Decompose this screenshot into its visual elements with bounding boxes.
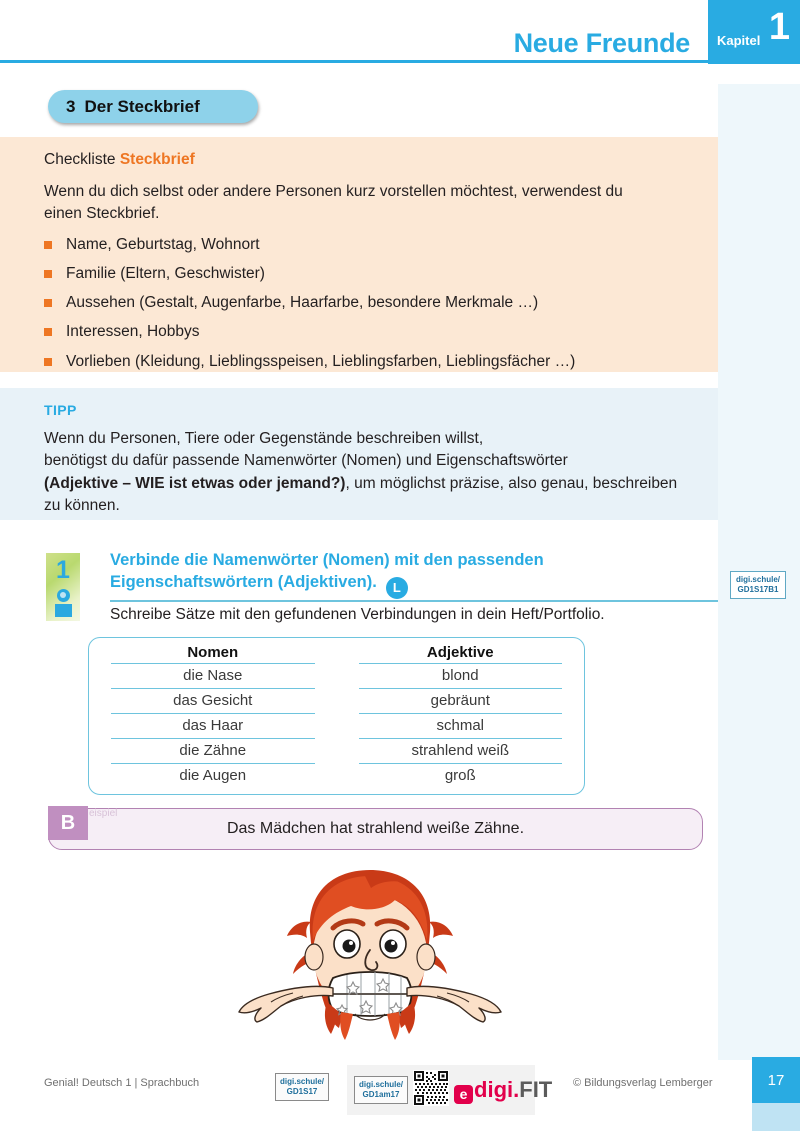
tipp-line-3-rest: , um möglichst präzise, also genau, beschreiben bbox=[345, 474, 678, 492]
list-item bbox=[44, 264, 678, 293]
tipp-line-3-bold: (Adjektive – WIE ist etwas oder jemand?) bbox=[44, 474, 346, 492]
footer-digi-schule-code[interactable] bbox=[275, 1073, 329, 1101]
example-box bbox=[48, 808, 703, 850]
section-heading-pill bbox=[48, 90, 258, 123]
table-row[interactable]: schmal bbox=[359, 713, 563, 738]
list-item bbox=[44, 293, 678, 322]
page-number-tail bbox=[752, 1103, 800, 1131]
chapter-number: 1 bbox=[768, 6, 790, 48]
list-item bbox=[44, 352, 678, 381]
chapter-block bbox=[708, 0, 800, 64]
example-sentence: Das Mädchen hat strahlend weiße Zähne. bbox=[226, 820, 525, 837]
header-divider bbox=[0, 60, 718, 63]
digifit-code bbox=[354, 1076, 408, 1104]
square-bullet-icon bbox=[44, 270, 52, 278]
footer-copyright: © Bildungsverlag Lemberger bbox=[573, 1077, 713, 1089]
checklist-label: Checkliste bbox=[44, 151, 116, 168]
list-item bbox=[44, 235, 678, 264]
section-number: 3 bbox=[66, 96, 76, 116]
table-row[interactable]: die Nase bbox=[111, 663, 315, 688]
column-header: Nomen bbox=[187, 644, 239, 661]
footer-code-line-2: GD1S17 bbox=[286, 1087, 318, 1096]
chapter-label: Kapitel bbox=[717, 33, 761, 48]
exercise-heading-line-1: Verbinde die Namenwörter (Nomen) mit den passenden bbox=[110, 551, 544, 569]
person-head-highlight-icon bbox=[60, 592, 66, 598]
footer-code-line-1: digi.schule/ bbox=[280, 1077, 325, 1086]
digifit-logo-fit: FIT bbox=[519, 1077, 553, 1102]
table-row[interactable]: die Augen bbox=[111, 763, 315, 788]
exercise-heading bbox=[110, 550, 710, 599]
person-body-icon bbox=[55, 604, 72, 617]
example-badge-letter: B bbox=[60, 812, 76, 834]
exercise-number-badge bbox=[46, 553, 80, 621]
tipp-line-2: benötigst du dafür passende Namenwörter (Nomen) und Eigenschaftswörter bbox=[44, 452, 568, 470]
digifit-logo bbox=[454, 1077, 552, 1103]
table-row[interactable]: blond bbox=[359, 663, 563, 688]
sidebar-code-line-2: GD1S17B1 bbox=[737, 585, 779, 594]
digifit-logo-dot: . bbox=[513, 1077, 520, 1102]
checklist-title bbox=[44, 151, 678, 169]
tipp-label: TIPP bbox=[44, 402, 77, 418]
digifit-banner[interactable] bbox=[347, 1065, 553, 1115]
section-title: Der Steckbrief bbox=[84, 96, 200, 116]
checklist-items bbox=[44, 235, 678, 381]
example-badge-word: eispiel bbox=[89, 808, 118, 819]
table-row[interactable]: gebräunt bbox=[359, 688, 563, 713]
square-bullet-icon bbox=[44, 358, 52, 366]
nomen-column bbox=[89, 638, 337, 794]
checklist-intro: Wenn du dich selbst oder andere Personen kurz vorstellen möchtest, verwendest du einen Steckbrief. bbox=[44, 183, 623, 222]
column-header: Adjektive bbox=[426, 644, 494, 661]
page-number: 17 bbox=[767, 1072, 785, 1089]
list-item-label: Name, Geburtstag, Wohnort bbox=[66, 236, 260, 253]
exercise-heading-line-2: Eigenschaftswörtern (Adjektiven). bbox=[110, 572, 377, 591]
digifit-mark-icon: e bbox=[454, 1085, 473, 1104]
footer-book-title: Genial! Deutsch 1 | Sprachbuch bbox=[44, 1077, 200, 1089]
square-bullet-icon bbox=[44, 299, 52, 307]
list-item-label: Aussehen (Gestalt, Augenfarbe, Haarfarbe, besondere Merkmale …) bbox=[66, 294, 539, 312]
table-row[interactable]: groß bbox=[359, 763, 563, 788]
list-item-label: Familie (Eltern, Geschwister) bbox=[66, 265, 265, 283]
word-matching-box bbox=[88, 637, 585, 795]
digifit-code-line-2: GD1am17 bbox=[362, 1090, 400, 1099]
tipp-text bbox=[44, 428, 688, 518]
tipp-line-4: zu können. bbox=[44, 497, 120, 515]
digifit-code-line-1: digi.schule/ bbox=[359, 1080, 404, 1089]
adjektive-column bbox=[337, 638, 585, 794]
tipp-box bbox=[0, 388, 718, 520]
qr-code-icon bbox=[413, 1070, 449, 1111]
list-item-label: Interessen, Hobbys bbox=[66, 323, 200, 341]
illustration-girl-teeth bbox=[215, 862, 525, 1050]
digifit-logo-digi: digi bbox=[474, 1077, 514, 1102]
sidebar-code-line-1: digi.schule/ bbox=[735, 575, 780, 584]
page-title: Neue Freunde bbox=[513, 28, 690, 58]
page-header bbox=[0, 0, 800, 72]
table-row[interactable]: das Haar bbox=[111, 713, 315, 738]
checklist-box bbox=[0, 137, 718, 372]
list-item bbox=[44, 322, 678, 351]
exercise-number: 1 bbox=[56, 556, 70, 584]
list-item-label: Vorlieben (Kleidung, Lieblingsspeisen, Lieblingsfarben, Lieblingsfächer …) bbox=[66, 352, 576, 370]
tipp-line-1: Wenn du Personen, Tiere oder Gegenstände beschreiben willst, bbox=[44, 430, 484, 447]
square-bullet-icon bbox=[44, 328, 52, 336]
square-bullet-icon bbox=[44, 241, 52, 249]
sidebar-digi-schule-code[interactable] bbox=[730, 571, 786, 599]
table-row[interactable]: das Gesicht bbox=[111, 688, 315, 713]
exercise-subtext: Schreibe Sätze mit den gefundenen Verbindungen in dein Heft/Portfolio. bbox=[110, 606, 605, 623]
table-row[interactable]: die Zähne bbox=[111, 738, 315, 763]
exercise-divider bbox=[110, 600, 718, 602]
table-row[interactable]: strahlend weiß bbox=[359, 738, 563, 763]
checklist-label-bold: Steckbrief bbox=[119, 151, 195, 168]
listening-badge-icon: L bbox=[386, 577, 408, 599]
